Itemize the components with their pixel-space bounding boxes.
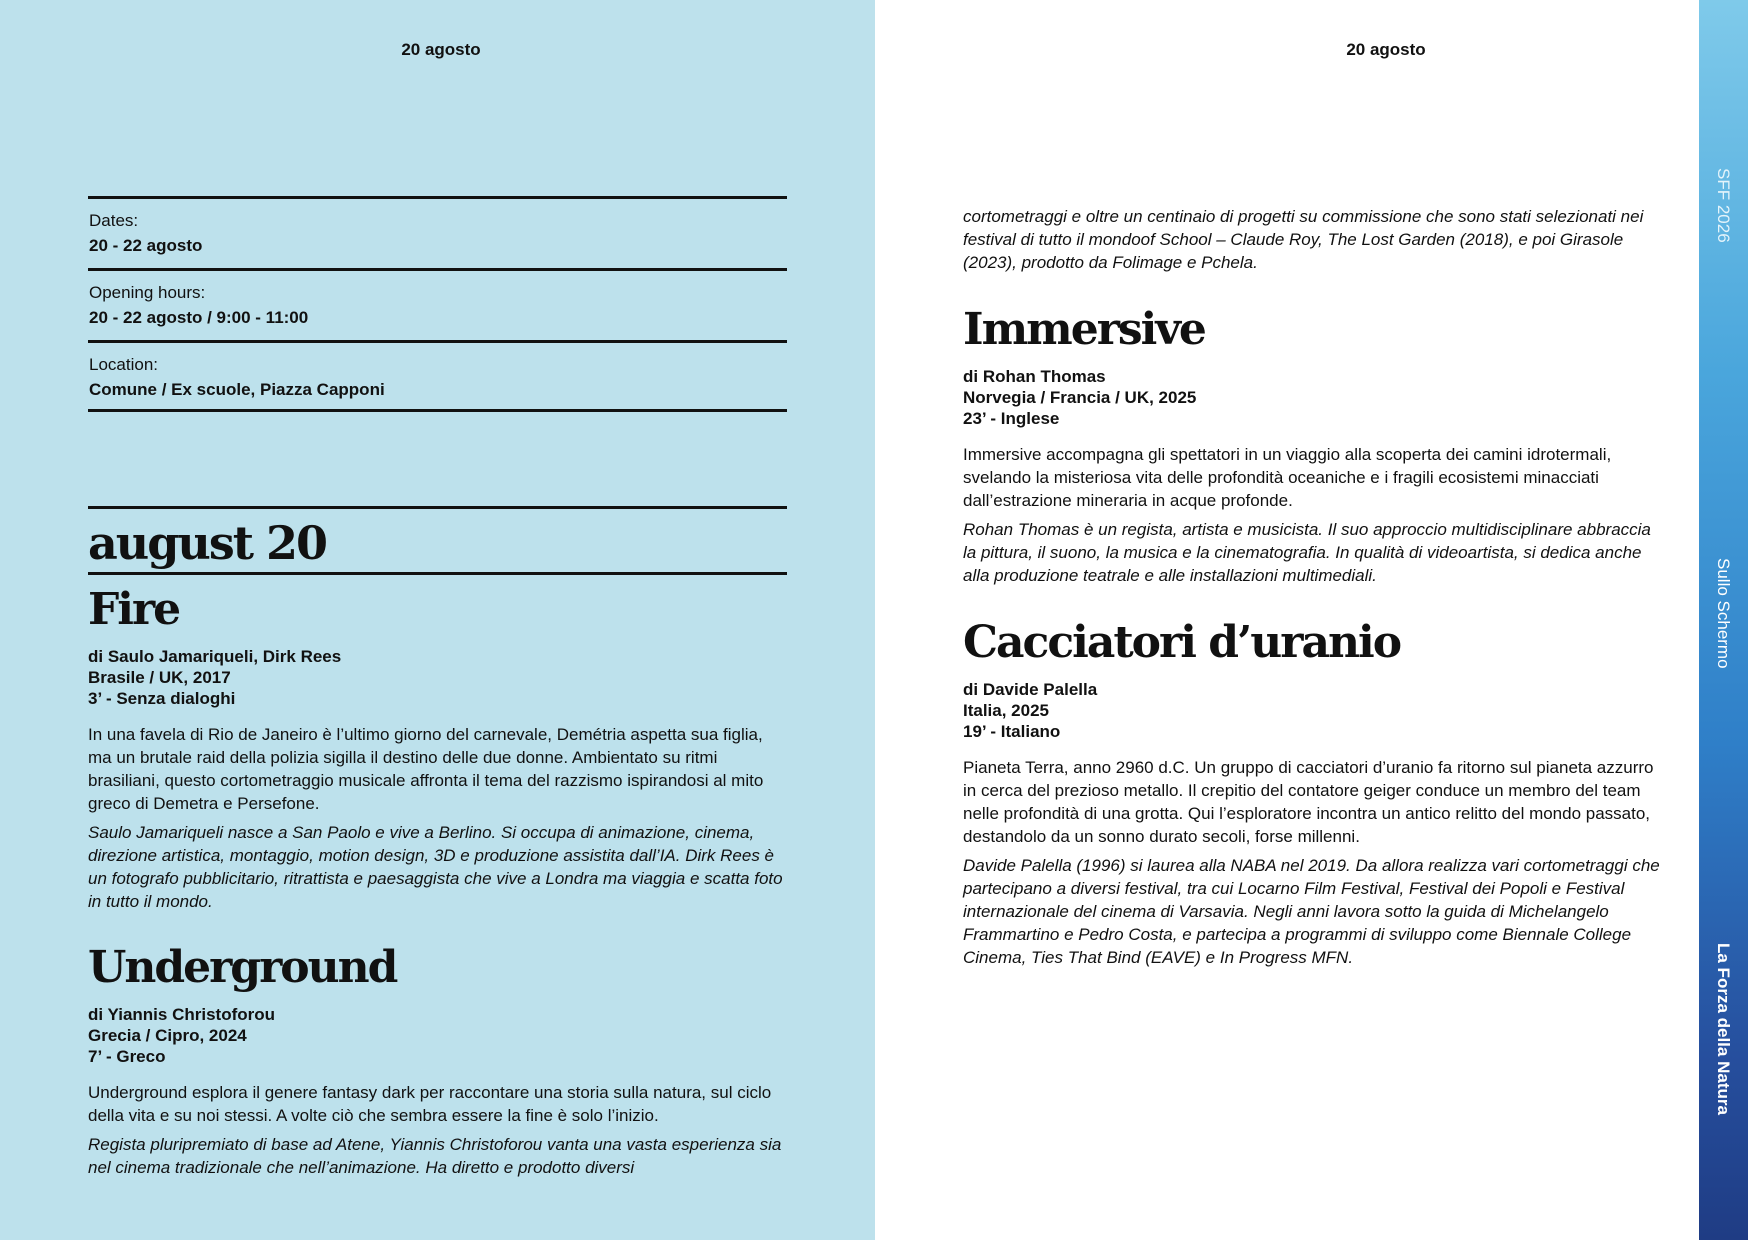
film-meta <box>963 366 1663 429</box>
film-bio: Saulo Jamariqueli nasce a San Paolo e vive a Berlino. Si occupa di animazione, cinema, direzione artistica, montaggio, motion design, 3D e produzione assistita dall’IA. Dirk Rees è un fotografo pubblicitario, ritrattista e paesaggista che vive a Londra ma viaggia e scatta foto in tutto il mondo. <box>88 823 783 911</box>
day-title: august 20 <box>88 516 327 570</box>
film-title: Immersive <box>963 304 1205 355</box>
info-row-hours <box>88 268 787 340</box>
info-label: Dates: <box>89 211 139 230</box>
band-label-section: Sullo Schermo <box>1714 558 1733 669</box>
film-entry-underground <box>88 940 788 1179</box>
film-origin: Grecia / Cipro, 2024 <box>88 1026 247 1045</box>
info-label: Location: <box>89 355 158 374</box>
right-page <box>875 0 1699 1240</box>
page-date-header: 20 agosto <box>1346 40 1426 59</box>
film-entry-immersive <box>963 302 1663 587</box>
film-director: di Davide Palella <box>963 680 1098 699</box>
film-duration: 19’ - Italiano <box>963 722 1061 741</box>
film-description: In una favela di Rio de Janeiro è l’ultimo giorno del carnevale, Demétria aspetta sua figlia, ma un brutale raid della polizia sigilla il destino delle due donne. Ambientato su ritmi brasiliani, questo cortometraggio musicale affronta il tema del razzismo ispirandosi al mito greco di Demetra e Persefone. <box>88 725 764 813</box>
film-description: Pianeta Terra, anno 2960 d.C. Un gruppo di cacciatori d’uranio fa ritorno sul pianeta azzurro in cerca del prezioso metallo. Il crepitio del contatore geiger conduce un membro del team nelle profondità di una grotta. Qui l’esploratore incontra un antico relitto del mondo passato, destandolo da un sonno durato secoli, forse millenni. <box>963 758 1654 846</box>
info-row-location <box>88 340 787 412</box>
info-value: 20 - 22 agosto <box>89 236 203 255</box>
film-bio: Regista pluripremiato di base ad Atene, Yiannis Christoforou vanta una vasta esperienza sia nel cinema tradizionale che nell’animazione. Ha diretto e prodotto diversi <box>88 1135 782 1177</box>
film-duration: 3’ - Senza dialoghi <box>88 689 236 708</box>
page-date-header: 20 agosto <box>401 40 481 59</box>
film-bio: Davide Palella (1996) si laurea alla NABA nel 2019. Da allora realizza vari cortometraggi che partecipano a diversi festival, tra cui Locarno Film Festival, Festival dei Popoli e Festival internazionale del cinema di Varsavia. Negli anni lavora sotto la guida di Michelangelo Frammartino e Pedro Costa, e partecipa a programmi di sviluppo come Biennale College Cinema, Ties That Bind (EAVE) e In Progress MFN. <box>963 856 1660 967</box>
info-row-dates <box>88 196 787 268</box>
film-title: Underground <box>88 942 397 993</box>
film-origin: Brasile / UK, 2017 <box>88 668 231 687</box>
film-title: Cacciatori d’uranio <box>963 617 1401 668</box>
day-heading-block <box>88 506 787 575</box>
film-meta <box>963 679 1663 742</box>
film-description: Underground esplora il genere fantasy dark per raccontare una storia sulla natura, sul ciclo della vita e su noi stessi. A volte ciò che sembra essere la fine è solo l’inizio. <box>88 1083 772 1125</box>
film-duration: 23’ - Inglese <box>963 409 1060 428</box>
info-value: Comune / Ex scuole, Piazza Capponi <box>89 380 385 399</box>
film-director: di Saulo Jamariqueli, Dirk Rees <box>88 647 342 666</box>
film-director: di Rohan Thomas <box>963 367 1106 386</box>
film-entry-cacciatori <box>963 615 1663 969</box>
film-origin: Norvegia / Francia / UK, 2025 <box>963 388 1197 407</box>
info-value: 20 - 22 agosto / 9:00 - 11:00 <box>89 308 309 327</box>
film-duration: 7’ - Greco <box>88 1047 166 1066</box>
film-title: Fire <box>88 584 180 635</box>
film-meta <box>88 646 788 709</box>
band-label-theme: La Forza della Natura <box>1714 943 1733 1115</box>
event-info-table <box>88 196 787 412</box>
film-description: Immersive accompagna gli spettatori in un viaggio alla scoperta dei camini idrotermali, svelando la misteriosa vita delle profondità oceaniche e i fragili ecosistemi minacciati dall’estrazione mineraria in acque profonde. <box>963 445 1612 510</box>
info-label: Opening hours: <box>89 283 206 302</box>
film-meta <box>88 1004 788 1067</box>
film-origin: Italia, 2025 <box>963 701 1050 720</box>
film-bio: Rohan Thomas è un regista, artista e musicista. Il suo approccio multidisciplinare abbraccia la pittura, il suono, la musica e la cinematografia. In qualità di videoartista, si dedica anche alla produzione teatrale e alle installazioni multimediali. <box>963 520 1651 585</box>
film-entry-fire <box>88 582 788 913</box>
band-label-festival: SFF 2026 <box>1714 168 1733 243</box>
film-director: di Yiannis Christoforou <box>88 1005 276 1024</box>
bio-continuation: cortometraggi e oltre un centinaio di progetti su commissione che sono stati selezionati nei festival di tutto il mondoof School – Claude Roy, The Lost Garden (2018), e poi Girasole (2023), prodotto da Folimage e Pchela. <box>963 207 1644 272</box>
